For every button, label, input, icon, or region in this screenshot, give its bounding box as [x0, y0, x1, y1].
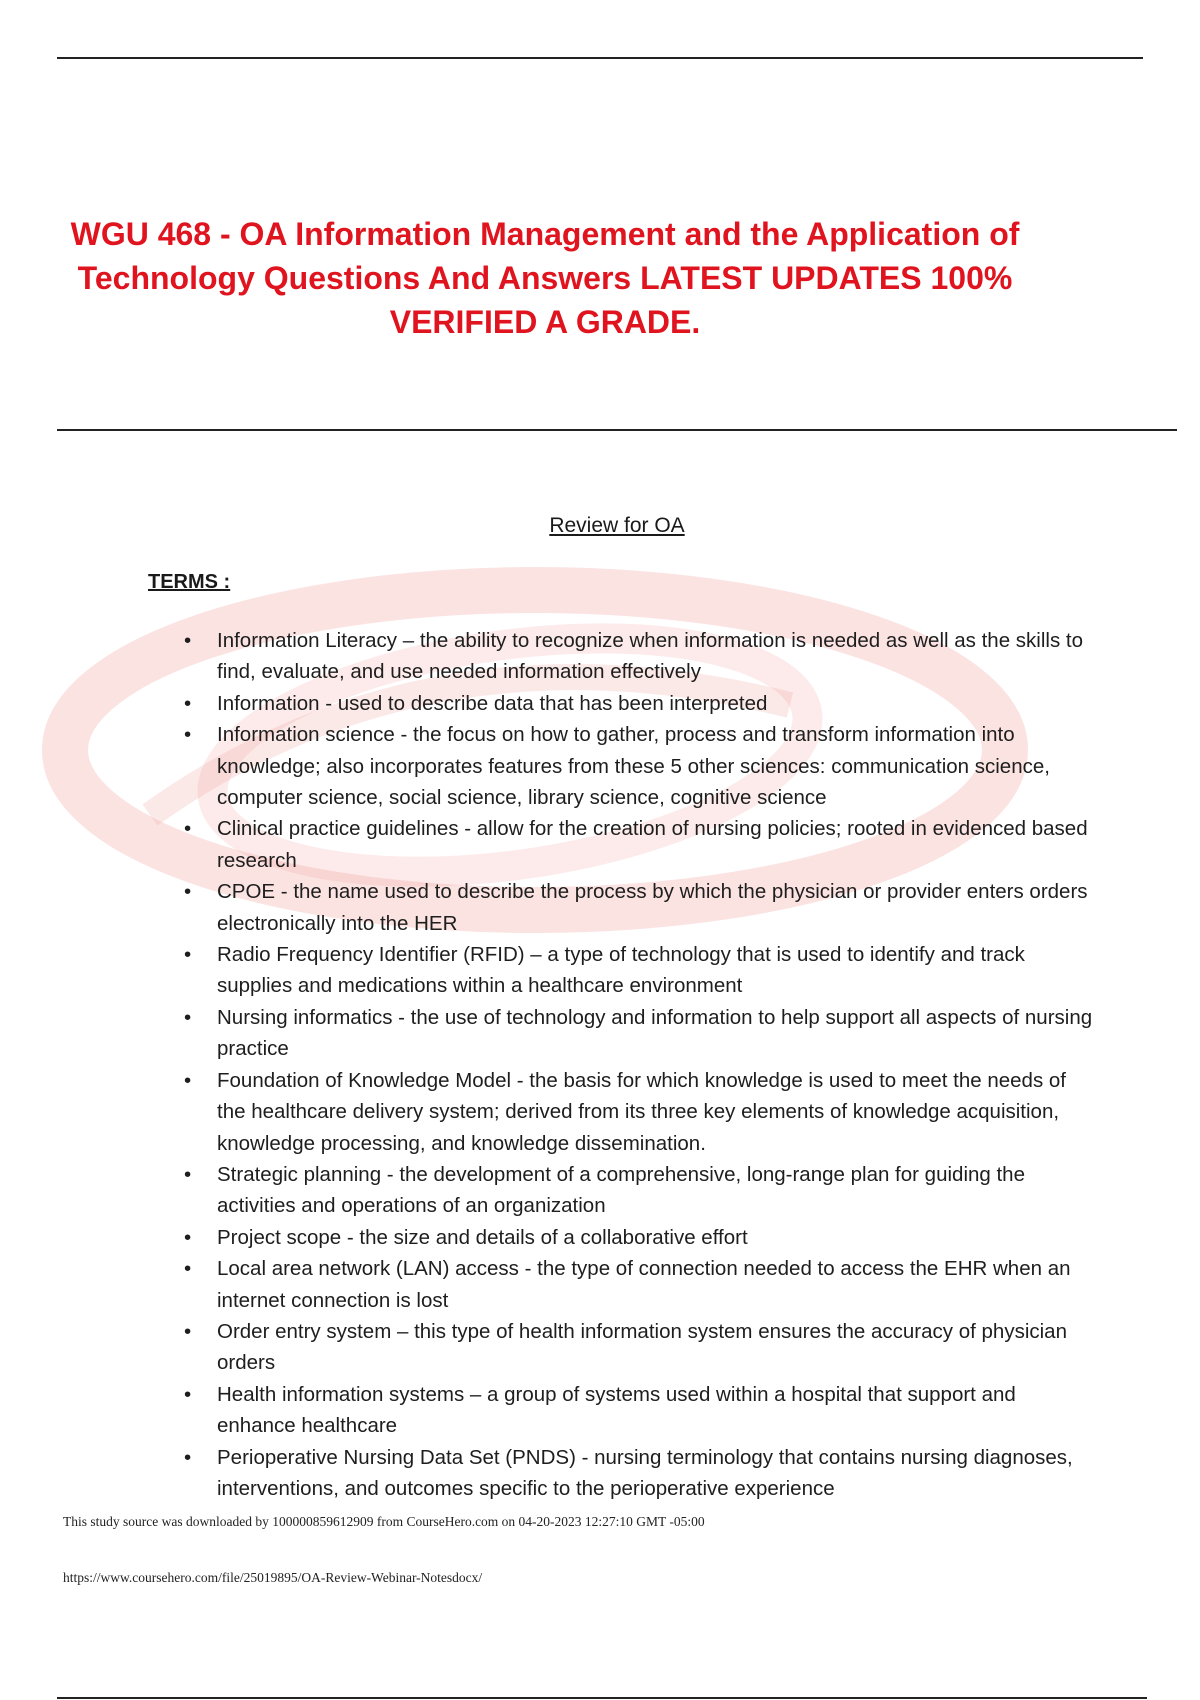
- bottom-divider: [57, 1697, 1147, 1699]
- bullet-icon: •: [184, 943, 192, 967]
- document-title: [30, 212, 1060, 344]
- section-divider: [57, 429, 1177, 431]
- term-item: [184, 719, 1094, 813]
- term-item: [184, 813, 1094, 876]
- term-item: [184, 1253, 1094, 1316]
- term-text: Strategic planning - the development of a comprehensive, long-range plan for guiding the activities and operations of an organization: [217, 1162, 1025, 1218]
- term-text: Health information systems – a group of systems used within a hospital that support and enhance healthcare: [217, 1382, 1016, 1438]
- title-line-1: WGU 468 - OA Information Management and the Application of: [70, 216, 1020, 252]
- term-item: [184, 1316, 1094, 1379]
- bullet-icon: •: [184, 1382, 192, 1406]
- term-text: Information science - the focus on how to gather, process and transform information into knowledge; also incorporates features from these 5 other sciences: communication science, computer science, social science, library science, cognitive science: [217, 723, 1050, 810]
- term-text: Information Literacy – the ability to recognize when information is needed as well as the skills to find, evaluate, and use needed information effectively: [217, 629, 1084, 684]
- title-line-3: VERIFIED A GRADE.: [389, 304, 701, 340]
- term-text: Nursing informatics - the use of technology and information to help support all aspects of nursing practice: [217, 1005, 1093, 1061]
- term-text: Order entry system – this type of health information system ensures the accuracy of physician orders: [217, 1319, 1067, 1375]
- term-text: Perioperative Nursing Data Set (PNDS) - nursing terminology that contains nursing diagnoses, interventions, and outcomes specific to the perioperative experience: [217, 1445, 1073, 1500]
- download-notice: This study source was downloaded by 100000859612909 from CourseHero.com on 04-20-2023 12:27:10 GMT -05:00: [63, 1514, 705, 1529]
- term-item: [184, 1379, 1094, 1442]
- terms-list: [184, 625, 1094, 1504]
- term-text: Project scope - the size and details of a collaborative effort: [217, 1225, 748, 1249]
- term-item: [184, 1442, 1094, 1505]
- bullet-icon: •: [184, 691, 192, 715]
- terms-heading: TERMS :: [148, 571, 231, 593]
- bullet-icon: •: [184, 817, 192, 841]
- bullet-icon: •: [184, 1162, 192, 1186]
- term-item: [184, 876, 1094, 939]
- term-item: [184, 1002, 1094, 1065]
- term-text: CPOE - the name used to describe the process by which the physician or provider enters orders electronically into the HER: [217, 880, 1088, 935]
- term-text: Foundation of Knowledge Model - the basis for which knowledge is used to meet the needs of the healthcare delivery system; derived from its three key elements of knowledge acquisition, knowledge processing, and knowledge dissemination.: [217, 1068, 1066, 1155]
- bullet-icon: •: [184, 1257, 192, 1281]
- source-url: https://www.coursehero.com/file/25019895/OA-Review-Webinar-Notesdocx/: [63, 1570, 483, 1585]
- bullet-icon: •: [184, 1445, 192, 1469]
- term-item: [184, 1065, 1094, 1159]
- term-item: [184, 1222, 1094, 1253]
- term-item: [184, 939, 1094, 1002]
- bullet-icon: •: [184, 1005, 192, 1029]
- bullet-icon: •: [184, 880, 192, 904]
- top-divider: [57, 57, 1143, 59]
- term-item: [184, 1159, 1094, 1222]
- review-heading: Review for OA: [549, 514, 685, 537]
- term-item: [184, 688, 1094, 719]
- term-text: Information - used to describe data that has been interpreted: [217, 691, 768, 715]
- title-line-2: Technology Questions And Answers LATEST UPDATES 100%: [77, 260, 1013, 296]
- term-text: Local area network (LAN) access - the type of connection needed to access the EHR when an internet connection is lost: [217, 1257, 1071, 1312]
- bullet-icon: •: [184, 1225, 192, 1249]
- bullet-icon: •: [184, 1319, 192, 1343]
- bullet-icon: •: [184, 723, 192, 747]
- bullet-icon: •: [184, 1068, 192, 1092]
- term-text: Clinical practice guidelines - allow for the creation of nursing policies; rooted in evidenced based research: [217, 817, 1088, 872]
- bullet-icon: •: [184, 629, 192, 652]
- term-text: Radio Frequency Identifier (RFID) – a type of technology that is used to identify and track supplies and medications within a healthcare environment: [217, 943, 1025, 998]
- term-item: [184, 625, 1094, 688]
